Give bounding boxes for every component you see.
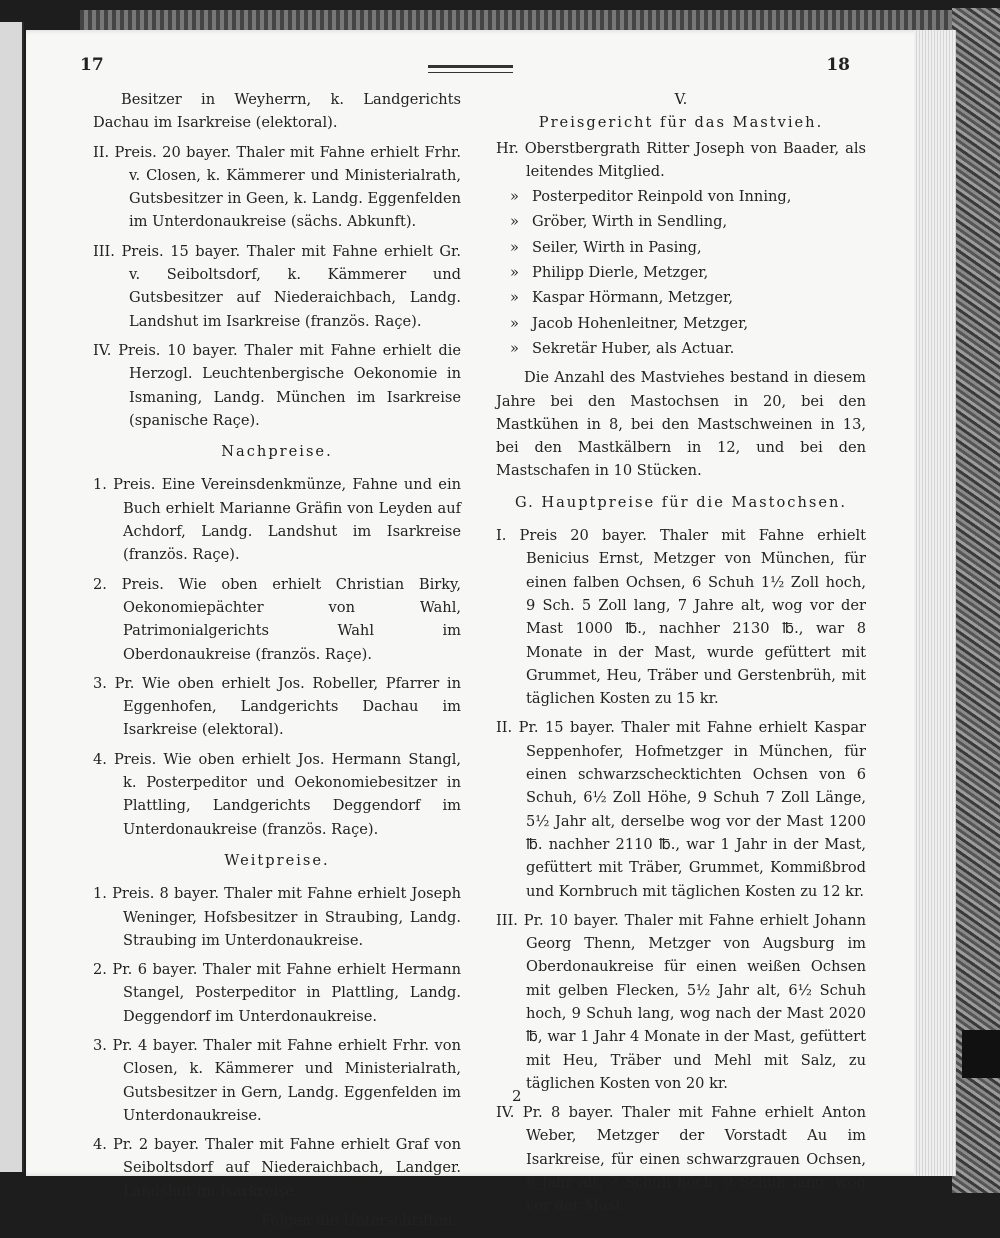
prize-text: 10 bayer. Thaler mit Fahne erhielt die Herzogl. Leuchtenbergische Oekonomie in Ismaning, Landg. München im Isarkreise (spanische Raçe). [129,341,461,429]
prize-text: 20 bayer. Thaler mit Fahne erhielt Frhr. v. Closen, k. Kämmerer und Ministerialrath, Gutsbesitzer in Geen, k. Landg. Eggenfelden im Unterdonaukreise (sächs. Abkunft). [129,143,462,231]
prize-label: IV. Preis. [93,341,161,359]
ditto-mark: » [510,289,519,307]
ditto-mark: » [510,264,519,282]
signature-mark: 2 [512,1087,522,1105]
prize-label: 4. Preis. [93,750,157,768]
page-header [80,55,850,85]
prize-entry [93,573,461,666]
continuation-text: Besitzer in Weyherrn, k. Landgerichts Dachau im Isarkreise (elektoral). [93,91,461,132]
prize-label: 2. Preis. [93,575,164,593]
prize-text: Wie oben erhielt Jos. Robeller, Pfarrer in Eggenhofen, Landgerichts Dachau im Isarkreise (elektoral). [123,674,461,739]
header-rule [428,65,513,73]
committee-member [496,286,866,309]
prize-entry [93,958,461,1028]
prize-text: 2 bayer. Thaler mit Fahne erhielt Graf von Seiboltsdorf auf Niederaichbach, Landger. Landshut im Isarkreise. [123,1136,461,1200]
book-top-edge [80,10,960,30]
prize-label: III. [496,911,518,929]
prize-label: II. Preis. [93,143,157,161]
prize-label: 1. Preis. [93,885,155,903]
committee-member [496,337,866,360]
prize-entry [93,141,461,234]
member-name: Seiler, Wirth in Pasing, [532,238,702,256]
prize-entry [496,524,866,710]
prize-label: 3. Pr. [93,1036,133,1054]
member-name: Philipp Dierle, Metzger, [532,264,709,282]
left-column [93,88,461,1238]
section-title: Preisgericht für das Mastvieh. [538,114,824,132]
member-name: Jacob Hohenleitner, Metzger, [532,314,749,332]
prize-text: Pr. 10 bayer. Thaler mit Fahne erhielt Johann Georg Thenn, Metzger von Augsburg im Oberdonaukreise für einen weißen Ochsen mit gelben Flecken, 5½ Jahr alt, 6½ Schuh hoch, 9 Schuh lang, wog nach der Mast 2020 ℔, war 1 Jahr 4 Monate in der Mast, gefüttert mit Heu, Träber und Mehl mit Salz, zu täglichen Kosten von 20 kr. [523,911,866,1092]
prize-entry [93,240,461,333]
prize-entry [93,672,461,742]
committee-member [496,210,866,233]
right-column [496,88,866,1224]
prize-text: Wie oben erhielt Jos. Hermann Stangl, k. Posterpeditor und Oekonomiebesitzer in Plattling, Landgerichts Deggendorf im Unterdonaukreise (französ. Raçe). [123,750,462,838]
prize-text: 6 bayer. Thaler mit Fahne erhielt Hermann Stangel, Posterpeditor in Plattling, Landg. Deggendorf im Unterdonaukreise. [123,961,461,1025]
prize-text: Eine Vereinsdenkmünze, Fahne und ein Buch erhielt Marianne Gräfin von Leyden auf Achdorf, Landg. Landshut im Isarkreise (französ. Raçe). [123,476,462,564]
prize-text: Wie oben erhielt Christian Birky, Oekonomiepächter von Wahl, Patrimonialgerichts Wahl im Oberdonaukreise (französ. Raçe). [123,575,461,663]
prize-label: I. [496,527,507,545]
prize-text: 15 bayer. Thaler mit Fahne erhielt Gr. v. Seiboltsdorf, k. Kämmerer und Gutsbesitzer auf Niederaichbach, Landg. Landshut im Isarkreise (französ. Raçe). [129,242,461,330]
cover-tab [962,1030,1000,1078]
prize-text: Pr. 8 bayer. Thaler mit Fahne erhielt Anton Weber, Metzger der Vorstadt Au im Isarkreise, für einen schwarzgrauen Ochsen, 8 Jahr alt, 7 Schuh hoch, 9 Schuh lang, wog vor der Mast [522,1104,866,1215]
prize-text: Pr. 15 bayer. Thaler mit Fahne erhielt Kaspar Seppenhofer, Hofmetzger in München, für einen schwarzschecktichten Ochsen von 6 Schuh, 6½ Zoll Höhe, 9 Schuh 7 Zoll Länge, 5½ Jahr alt, derselbe wog vor der Mast 1200 ℔. nachher 2110 ℔., war 1 Jahr in der Mast, gefüttert mit Träber, Grummet, Kommißbrod und Kornbruch mit täglichen Kosten zu 12 kr. [518,719,867,900]
prize-text: 4 bayer. Thaler mit Fahne erhielt Frhr. von Closen, k. Kämmerer und Ministerialrath, Gutsbesitzer in Gern, Landg. Eggenfelden im Unterdonaukreise. [123,1036,461,1124]
left-page-edge [0,22,24,1172]
prize-entry [93,748,461,841]
member-name: Gröber, Wirth in Sendling, [532,213,728,231]
prize-label: 1. Preis. [93,476,156,494]
member-name: Kaspar Hörmann, Metzger, [532,289,733,307]
page-number-right: 18 [826,55,850,75]
ditto-mark: » [510,188,519,206]
prize-label: II. [496,719,513,737]
page-fore-edge [914,30,956,1176]
prize-entry [496,716,866,902]
prize-entry [496,909,866,1095]
chair-member: Hr. Oberstbergrath Ritter Joseph von Baader, als leitendes Mitglied. [496,139,866,180]
ditto-mark: » [510,213,519,231]
prize-entry [93,1034,461,1127]
prize-label: 3. Pr. [93,674,135,692]
prize-label: III. Preis. [93,242,164,260]
ditto-mark: » [510,238,519,256]
section-number: V. [674,91,688,108]
committee-member [496,236,866,259]
marbled-cover [952,8,1000,1193]
nachpreise-heading: Nachpreise. [221,443,333,461]
prize-label: IV. [496,1104,515,1122]
ditto-mark: » [510,339,519,357]
member-name: Sekretär Huber, als Actuar. [532,339,735,357]
ditto-mark: » [510,314,519,332]
closing-line: Folgen die Unterschriften. [261,1212,457,1230]
page-number-left: 17 [80,55,104,75]
member-name: Posterpeditor Reinpold von Inning, [532,188,792,206]
livestock-summary: Die Anzahl des Mastviehes bestand in diesem Jahre bei den Mastochsen in 20, bei den Mastkühen in 8, bei den Mastschweinen in 13, bei den Mastkälbern in 12, und bei den Mastschafen in 10 Stücken. [496,369,866,480]
prize-entry [93,882,461,952]
weitpreise-heading: Weitpreise. [224,851,330,869]
committee-member [496,312,866,335]
prize-text: Preis 20 bayer. Thaler mit Fahne erhielt Benicius Ernst, Metzger von München, für einen falben Ochsen, 6 Schuh 1½ Zoll hoch, 9 Sch. 5 Zoll lang, 7 Jahre alt, wog vor der Mast 1000 ℔., nachher 2130 ℔., war 8 Monate in der Mast, wurde gefüttert mit Grummet, Heu, Träber und Gerstenbrüh, mit täglichen Kosten zu 15 kr. [519,527,867,708]
prize-entry [93,339,461,432]
prize-label: 2. Pr. [93,961,133,979]
committee-member [496,261,866,284]
main-prizes-heading: G. Hauptpreise für die Mastochsen. [514,493,848,511]
prize-entry [496,1101,866,1217]
committee-member [496,185,866,208]
prize-entry [93,473,461,566]
prize-text: 8 bayer. Thaler mit Fahne erhielt Joseph Weninger, Hofsbesitzer in Straubing, Landg. Straubing im Unterdonaukreise. [123,885,461,949]
prize-label: 4. Pr. [93,1136,133,1154]
